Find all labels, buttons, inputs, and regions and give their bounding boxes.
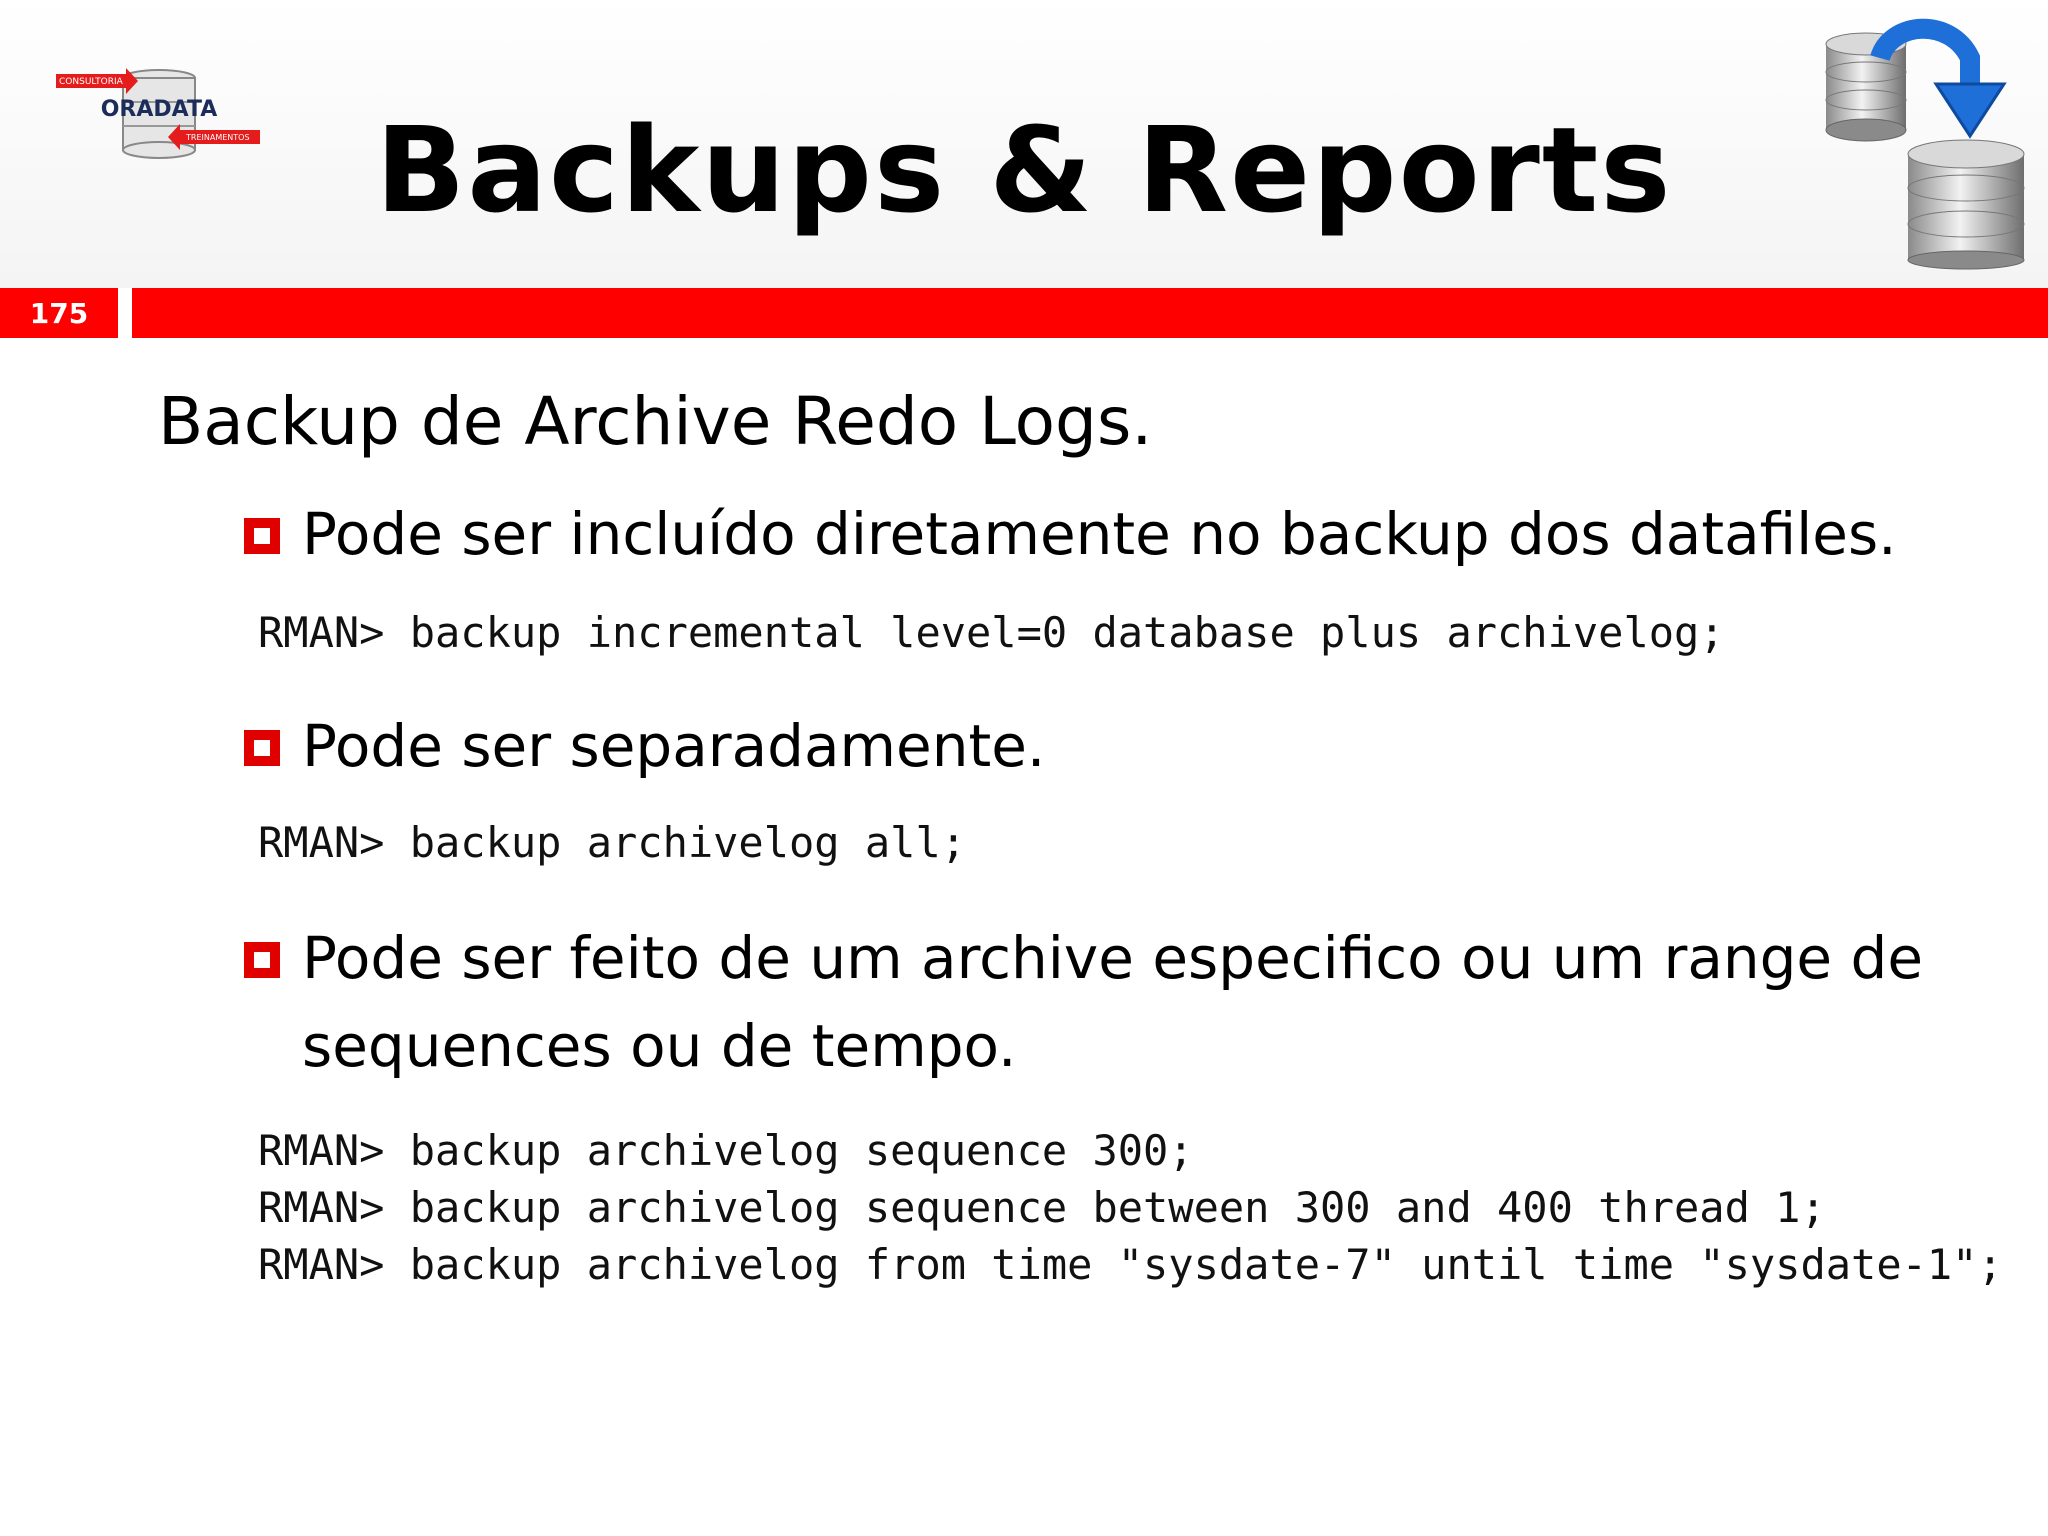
header-divider-bar [132,288,2048,338]
section-heading: Backup de Archive Redo Logs. [158,383,1153,460]
bullet-text: Pode ser separadamente. [302,712,1046,780]
bullet-item [244,490,1964,578]
logo-name: ORADATA [100,97,218,122]
slide-title: Backups & Reports [375,101,1673,239]
code-line: RMAN> backup archivelog sequence between 300 and 400 thread 1; [258,1183,1826,1232]
code-line: RMAN> backup archivelog from time "sysdate-7" until time "sysdate-1"; [258,1240,2003,1289]
square-bullet-icon [244,942,280,978]
bullet-item [244,914,1964,1090]
logo-bottom-label: TREINAMENTOS [186,133,250,142]
logo-top-label: CONSULTORIA [59,77,123,87]
code-line: RMAN> backup incremental level=0 database plus archivelog; [258,608,1725,657]
code-line: RMAN> backup archivelog sequence 300; [258,1126,1194,1175]
slide-number: 175 [0,288,118,338]
database-backup-icon [1820,18,2030,270]
square-bullet-icon [244,730,280,766]
bullet-item [244,702,1964,790]
square-bullet-icon [244,518,280,554]
bullet-text: Pode ser incluído diretamente no backup dos datafiles. [302,500,1897,568]
bullet-text: Pode ser feito de um archive especifico ou um range de sequences ou de tempo. [302,924,1924,1080]
code-line: RMAN> backup archivelog all; [258,818,967,867]
